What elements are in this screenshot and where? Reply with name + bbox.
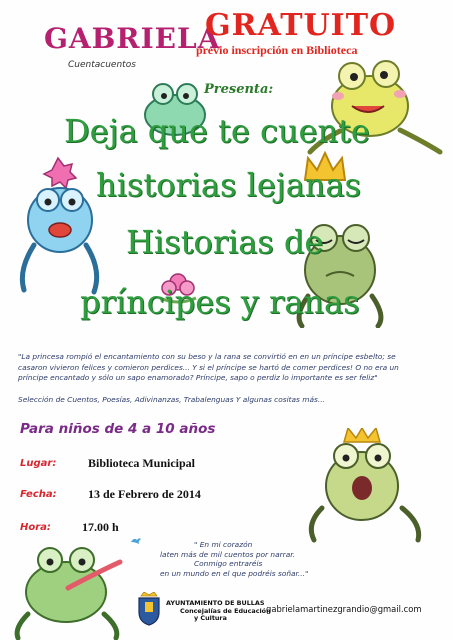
frog-bottom-left-illustration: [8, 532, 138, 640]
free-label: GRATUITO: [205, 8, 397, 43]
poem-line-1: " En mi corazón: [194, 540, 253, 549]
coat-of-arms-icon: [136, 592, 162, 626]
time-value: 17.00 h: [82, 520, 119, 534]
title-line-2: historias lejanas: [96, 166, 361, 204]
brand-name: GABRIELA: [44, 22, 221, 55]
selection-text: Selección de Cuentos, Poesías, Adivinanzas, Trabalenguas Y algunas cositas más...: [18, 395, 325, 404]
place-value: Biblioteca Municipal: [88, 456, 196, 470]
date-label: Fecha:: [20, 489, 57, 500]
bird-icon: [130, 536, 142, 546]
poem-line-3: Conmigo entraréis: [194, 559, 263, 569]
poem-block: [160, 540, 330, 578]
place-label: Lugar:: [20, 458, 57, 469]
title-line-1: Deja que te cuente: [64, 112, 370, 150]
date-value: 13 de Febrero de 2014: [88, 487, 201, 501]
council-line-1: AYUNTAMIENTO DE BULLAS: [166, 599, 265, 607]
audience-text: Para niños de 4 a 10 años: [20, 421, 216, 437]
council-line-2: Concejalías de Educación: [180, 606, 271, 615]
poem-line-4: en un mundo en el que podréis soñar...": [160, 568, 309, 578]
time-label: Hora:: [20, 522, 51, 533]
free-subtitle: previo inscripción en Biblioteca: [196, 43, 358, 57]
contact-email: gabrielamartinezgrandio@gmail.com: [266, 604, 422, 614]
presents-label: Presenta:: [204, 82, 274, 97]
title-line-4: príncipes y ranas: [80, 283, 360, 321]
frog-prince-illustration: [300, 428, 430, 548]
title-line-3: Historias de: [126, 223, 324, 261]
council-line-3: y Cultura: [194, 614, 227, 623]
poem-line-2: laten más de mil cuentos por narrar.: [160, 549, 295, 559]
brand-subtitle: Cuentacuentos: [68, 60, 136, 70]
council-block: [166, 600, 271, 623]
quote-text: "La princesa rompió el encantamiento con su beso y la rana se convirtió en en un príncipe esbelto; se casaron vivieron felices y comieron perdices... Y si el príncipe se hartó de comer perdices! O no era un príncipe encantado y sólo un sapo enamorado? Príncipe, sapo o perdiz lo importante es ser feliz": [18, 352, 399, 382]
frog-left-illustration: [10, 150, 110, 300]
